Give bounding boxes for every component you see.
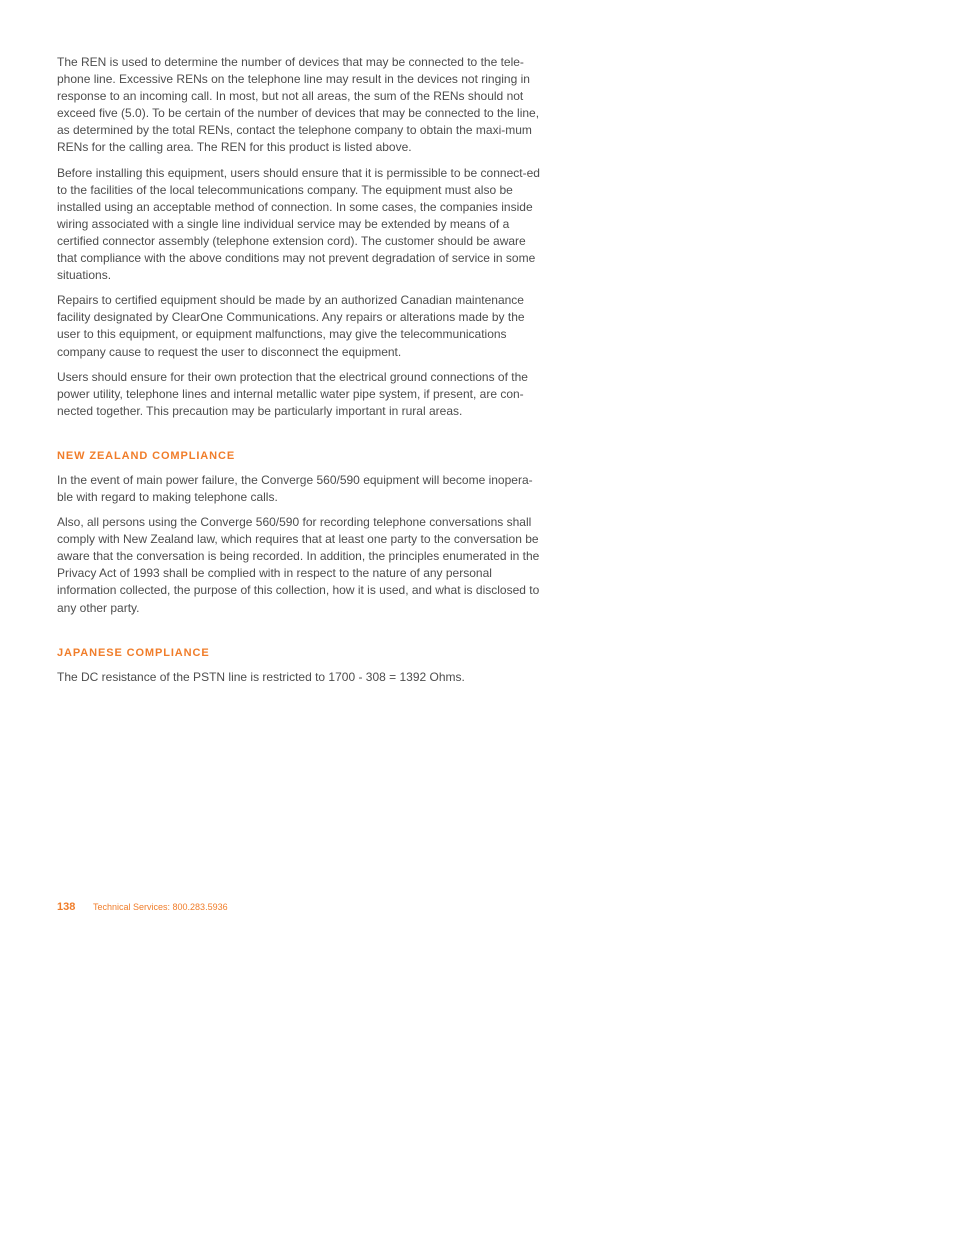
page-number: 138 [57, 901, 76, 913]
new-zealand-heading: NEW ZEALAND COMPLIANCE [57, 449, 236, 462]
recording-law-paragraph: Also, all persons using the Converge 560/590 for recording telephone conversations shall comply with New Zealand law, which requires that at least one party to the conversation be aware that the conversation is being recorded. In addition, the principles enumerated in the Privacy Act of 1993 shall be complied with in respect to the nature of any personal information collected, the purpose of this collection, how it is used, and what is disclosed to any other party. [57, 515, 540, 615]
power-failure-paragraph: In the event of main power failure, the Converge 560/590 equipment will become inopera-ble with regard to making telephone calls. [57, 472, 533, 504]
dc-resistance-paragraph: The DC resistance of the PSTN line is restricted to 1700 - 308 = 1392 Ohms. [57, 669, 465, 684]
repairs-paragraph: Repairs to certified equipment should be made by an authorized Canadian maintenance facility designated by ClearOne Communications. Any repairs or alterations made by the user to this equipment, or equipment malfunctions, may give the telecommunications company cause to request the user to disconnect the equipment. [57, 293, 525, 359]
ground-connection-paragraph: Users should ensure for their own protection that the electrical ground connections of the power utility, telephone lines and internal metallic water pipe system, if present, are con-nected together. This precaution may be particularly important in rural areas. [57, 369, 528, 418]
page-footer [57, 901, 228, 913]
ren-paragraph: The REN is used to determine the number of devices that may be connected to the tele-phone line. Excessive RENs on the telephone line may result in the devices not ringing in response to an incoming call. In most, but not all areas, the sum of the RENs should not exceed five (5.0). To be certain of the number of devices that may be connected to the line, as determined by the total RENs, contact the telephone company to obtain the maxi-mum RENs for the calling area. The REN for this product is listed above. [57, 55, 540, 155]
japanese-heading: JAPANESE COMPLIANCE [57, 646, 210, 659]
installation-paragraph: Before installing this equipment, users should ensure that it is permissible to be connect-ed to the facilities of the local telecommunications company. The equipment must also be installed using an acceptable method of connection. In some cases, the companies inside wiring associated with a single line individual service may be extended by means of a certified connector assembly (telephone extension cord). The customer should be aware that compliance with the above conditions may not prevent degradation of service in some situations. [57, 165, 540, 283]
document-body [57, 54, 547, 694]
canada-compliance-section [57, 54, 547, 420]
japanese-compliance-section [57, 646, 547, 686]
new-zealand-compliance-section [57, 449, 547, 617]
technical-services-phone: Technical Services: 800.283.5936 [93, 902, 228, 912]
